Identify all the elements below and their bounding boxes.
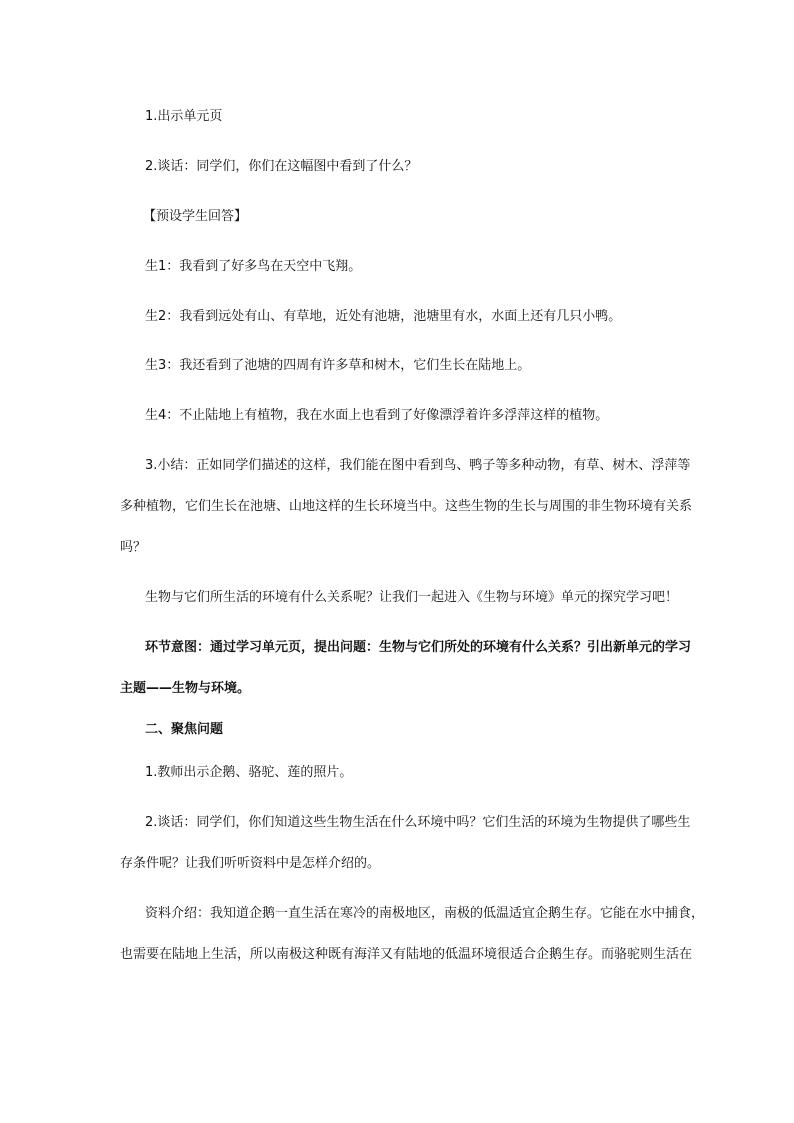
paragraph-teacher-talk-1: 2.谈话：同学们，你们在这幅图中看到了什么？ bbox=[145, 159, 418, 174]
paragraph-show-photos: 1.教师出示企鹅、骆驼、莲的照片。 bbox=[145, 765, 353, 780]
paragraph-design-intent-line-2: 主题——生物与环境。 bbox=[120, 681, 251, 696]
paragraph-student-4: 生4：不止陆地上有植物，我在水面上也看到了好像漂浮着许多浮萍这样的植物。 bbox=[145, 408, 609, 423]
paragraph-student-2: 生2：我看到远处有山、有草地，近处有池塘，池塘里有水，水面上还有几只小鸭。 bbox=[145, 309, 622, 324]
paragraph-material-line-1: 资料介绍：我知道企鹅一直生活在寒冷的南极地区，南极的低温适宜企鹅生存。它能在水中捕食， bbox=[145, 906, 705, 921]
paragraph-material-line-2: 也需要在陆地上生活，所以南极这种既有海洋又有陆地的低温环境很适合企鹅生存。而骆驼则生活在 bbox=[120, 947, 693, 962]
paragraph-summary-line-2: 多种植物，它们生长在池塘、山地这样的生长环境当中。这些生物的生长与周围的非生物环境有关系 bbox=[120, 499, 693, 514]
paragraph-preset-answers-heading: 【预设学生回答】 bbox=[143, 209, 248, 224]
paragraph-design-intent-line-1: 环节意图：通过学习单元页，提出问题：生物与它们所处的环境有什么关系？引出新单元的学习 bbox=[145, 640, 692, 655]
section-heading-focus-question: 二、聚焦问题 bbox=[145, 722, 224, 737]
paragraph-student-1: 生1：我看到了好多鸟在天空中飞翔。 bbox=[145, 259, 362, 274]
paragraph-teacher-talk-2-line-1: 2.谈话：同学们，你们知道这些生物生活在什么环境中吗？它们生活的环境为生物提供了哪些生 bbox=[145, 815, 691, 830]
paragraph-summary-line-1: 3.小结：正如同学们描述的这样，我们能在图中看到鸟、鸭子等多种动物，有草、树木、浮萍等 bbox=[145, 458, 691, 473]
paragraph-show-unit-page: 1.出示单元页 bbox=[145, 109, 223, 124]
paragraph-teacher-talk-2-line-2: 存条件呢？让我们听听资料中是怎样介绍的。 bbox=[120, 856, 381, 871]
paragraph-unit-intro: 生物与它们所生活的环境有什么关系呢？让我们一起进入《生物与环境》单元的探究学习吧！ bbox=[145, 590, 679, 605]
paragraph-summary-line-3: 吗？ bbox=[120, 540, 147, 555]
paragraph-student-3: 生3：我还看到了池塘的四周有许多草和树木，它们生长在陆地上。 bbox=[145, 358, 531, 373]
